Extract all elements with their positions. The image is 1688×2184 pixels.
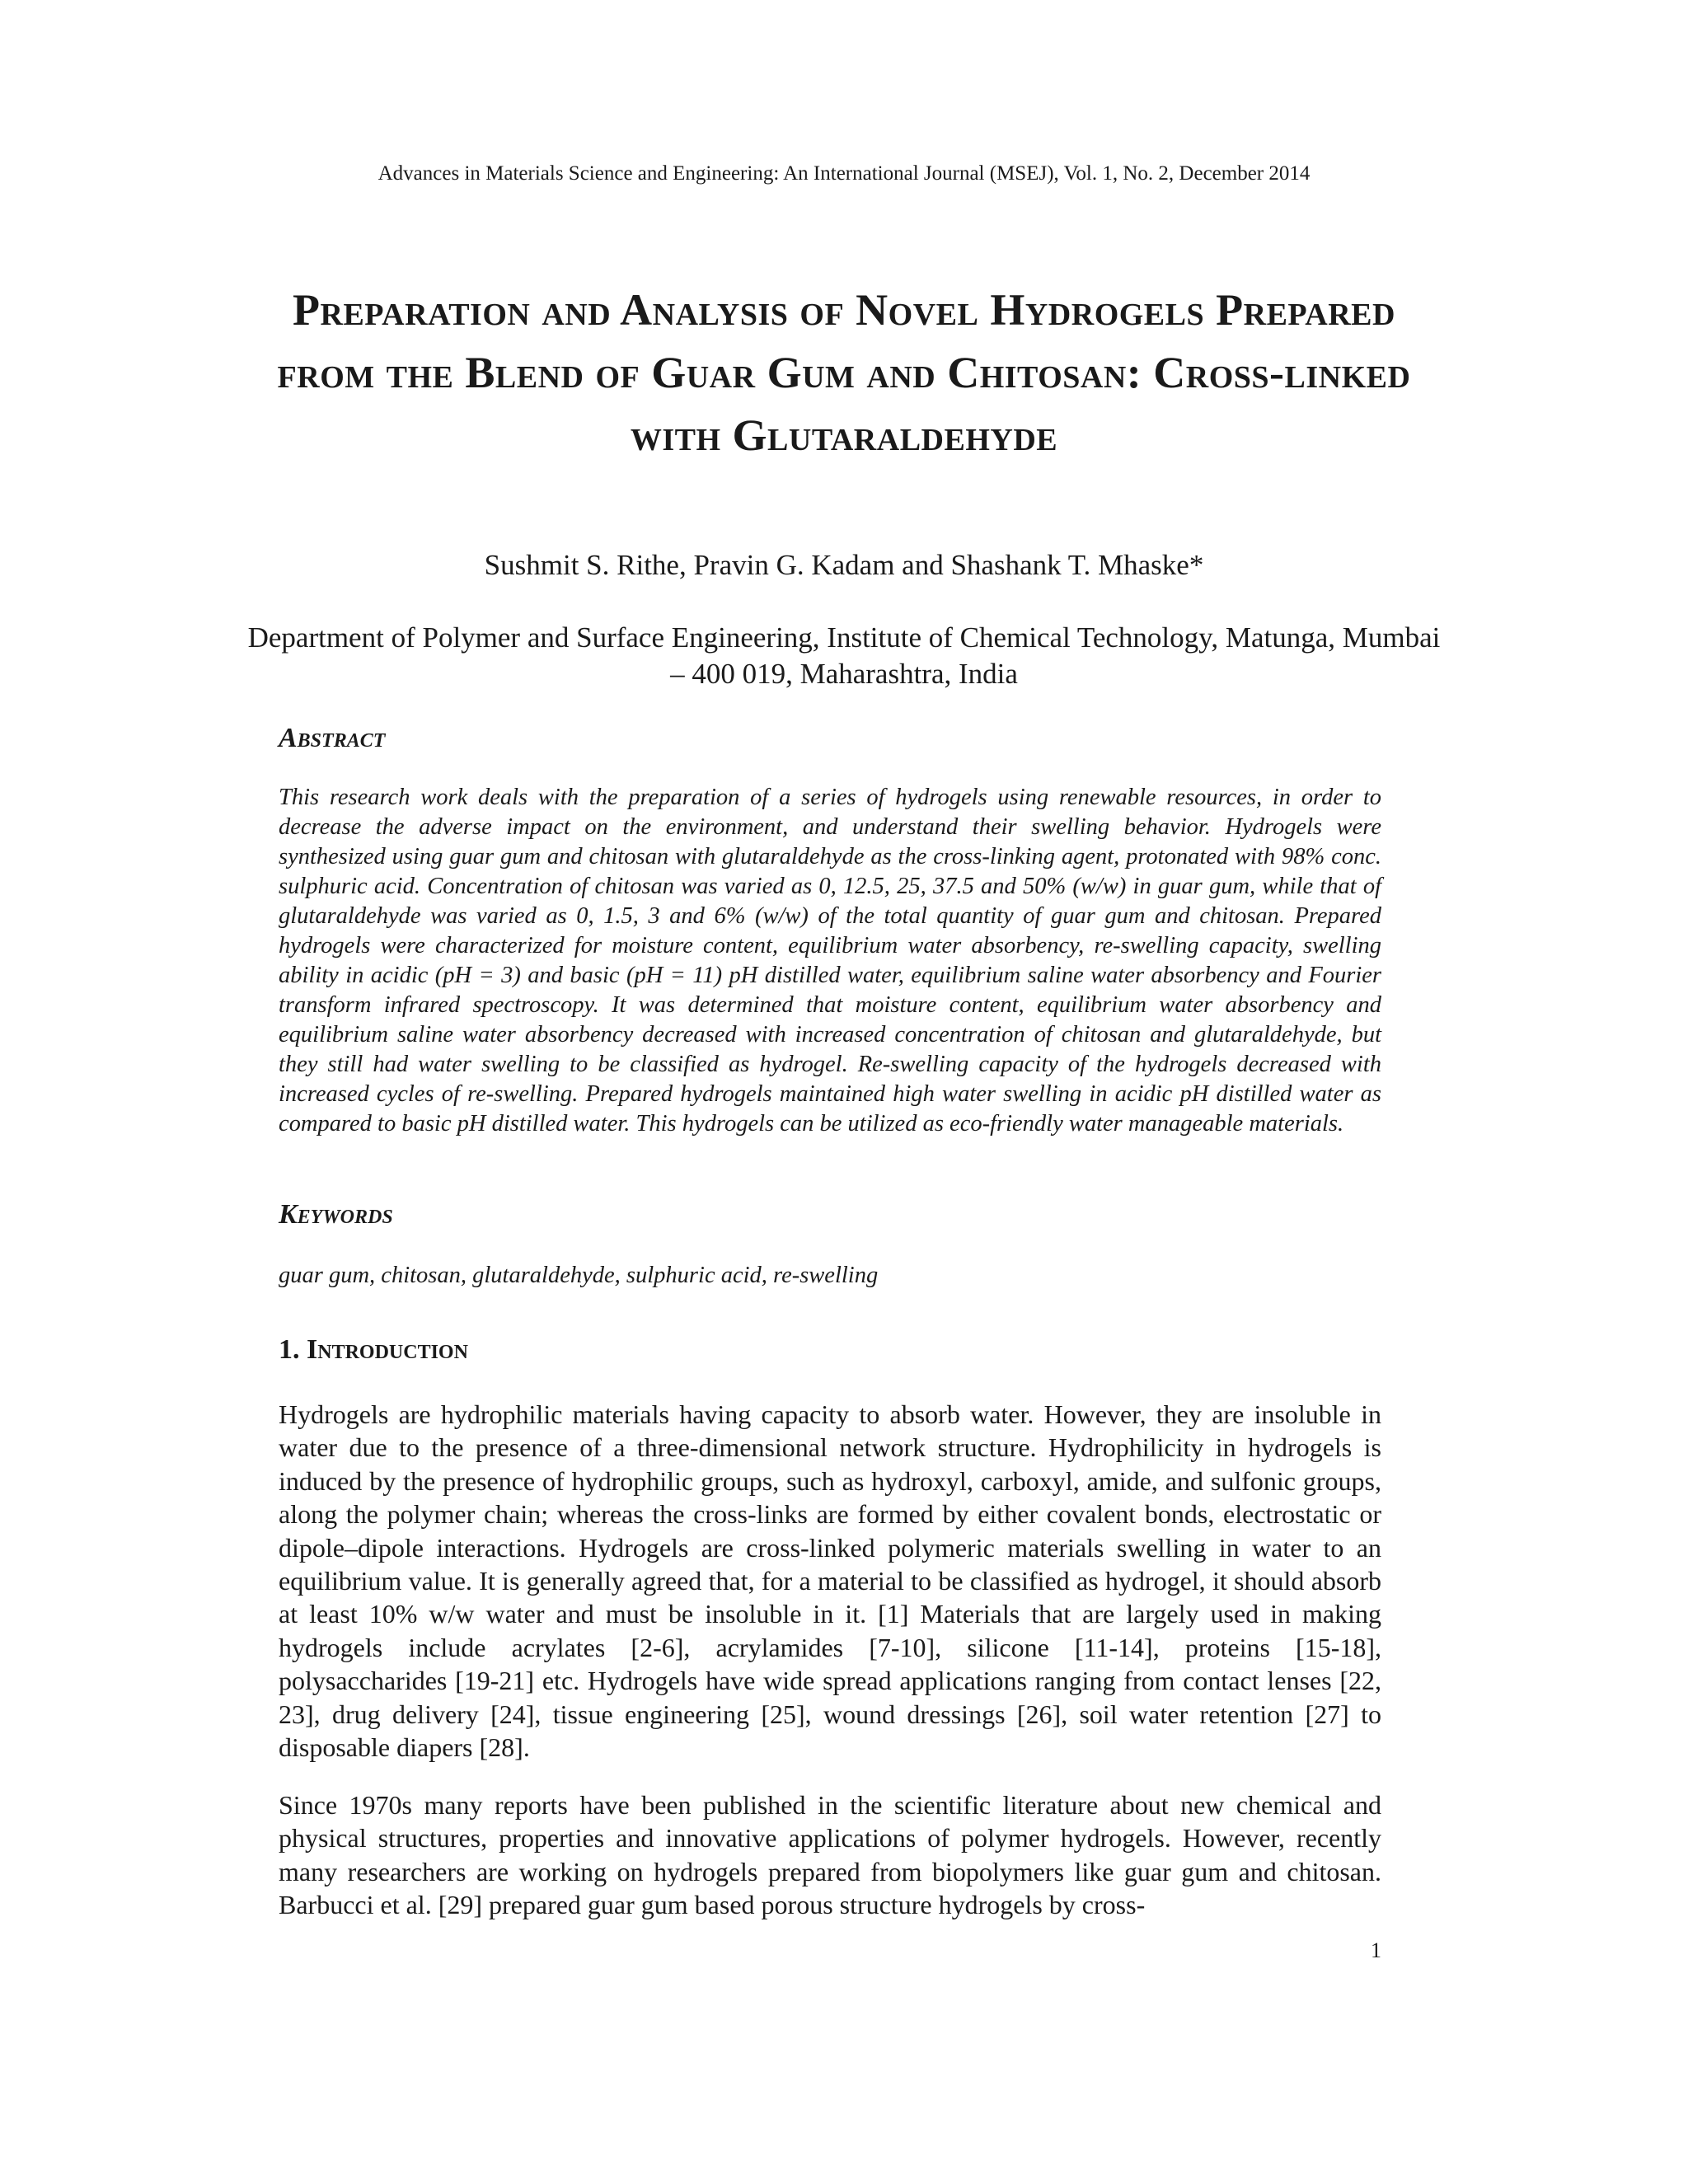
abstract-heading: Abstract	[279, 723, 386, 753]
abstract-text: This research work deals with the preparation of a series of hydrogels using renewable resources, in order to decrease the adverse impact on the environment, and understand their swelling behavior. Hydrogels were synthesized using guar gum and chitosan with glutaraldehyde as the cross-linking agent, protonated with 98% conc. sulphuric acid. Concentration of chitosan was varied as 0, 12.5, 25, 37.5 and 50% (w/w) in guar gum, while that of glutaraldehyde was varied as 0, 1.5, 3 and 6% (w/w) of the total quantity of guar gum and chitosan. Prepared hydrogels were characterized for moisture content, equilibrium water absorbency, re-swelling capacity, swelling ability in acidic (pH = 3) and basic (pH = 11) pH distilled water, equilibrium saline water absorbency and Fourier transform infrared spectroscopy. It was determined that moisture content, equilibrium water absorbency and equilibrium saline water absorbency decreased with increased concentration of chitosan and glutaraldehyde, but they still had water swelling to be classified as hydrogel. Re-swelling capacity of the hydrogels decreased with increased cycles of re-swelling. Prepared hydrogels maintained high water swelling in acidic pH distilled water as compared to basic pH distilled water. This hydrogels can be utilized as eco-friendly water manageable materials.	[279, 785, 1381, 1137]
keywords-heading: Keywords	[279, 1199, 393, 1230]
introduction-paragraph-2: Since 1970s many reports have been published in the scientific literature about new chemical and physical structures, properties and innovative applications of polymer hydrogels. However, recently many researchers are working on hydrogels prepared from biopolymers like guar gum and chitosan. Barbucci et al. [29] prepared guar gum based porous structure hydrogels by cross-	[279, 1790, 1381, 1920]
page-number: 1	[1371, 1938, 1381, 1962]
introduction-paragraph-1: Hydrogels are hydrophilic materials having capacity to absorb water. However, they are insoluble in water due to the presence of a three-dimensional network structure. Hydrophilicity in hydrogels is induced by the presence of hydrophilic groups, such as hydroxyl, carboxyl, amide, and sulfonic groups, along the polymer chain; whereas the cross-links are formed by either covalent bonds, electrostatic or dipole–dipole interactions. Hydrogels are cross-linked polymeric materials swelling in water to an equilibrium value. It is generally agreed that, for a material to be classified as hydrogel, it should absorb at least 10% w/w water and must be insoluble in it. [1] Materials that are largely used in making hydrogels include acrylates [2-6], acrylamides [7-10], silicone [11-14], proteins [15-18], polysaccharides [19-21] etc. Hydrogels have wide spread applications ranging from contact lenses [22, 23], drug delivery [24], tissue engineering [25], wound dressings [26], soil water retention [27] to disposable diapers [28].	[279, 1399, 1381, 1763]
keywords-text: guar gum, chitosan, glutaraldehyde, sulphuric acid, re-swelling	[279, 1263, 879, 1288]
affiliation: Department of Polymer and Surface Engineering, Institute of Chemical Technology, Matunga, Mumbai – 400 019, Maharashtra, India	[247, 621, 1441, 690]
paper-title: Preparation and Analysis of Novel Hydrogels Prepared from the Blend of Guar Gum and Chitosan: Cross-linked with Glutaraldehyde	[277, 285, 1411, 460]
introduction-heading: 1. Introduction	[279, 1334, 468, 1365]
running-header: Advances in Materials Science and Engineering: An International Journal (MSEJ), Vol. 1, No. 2, December 2014	[377, 162, 1311, 185]
author-list: Sushmit S. Rithe, Pravin G. Kadam and Shashank T. Mhaske*	[484, 549, 1204, 581]
